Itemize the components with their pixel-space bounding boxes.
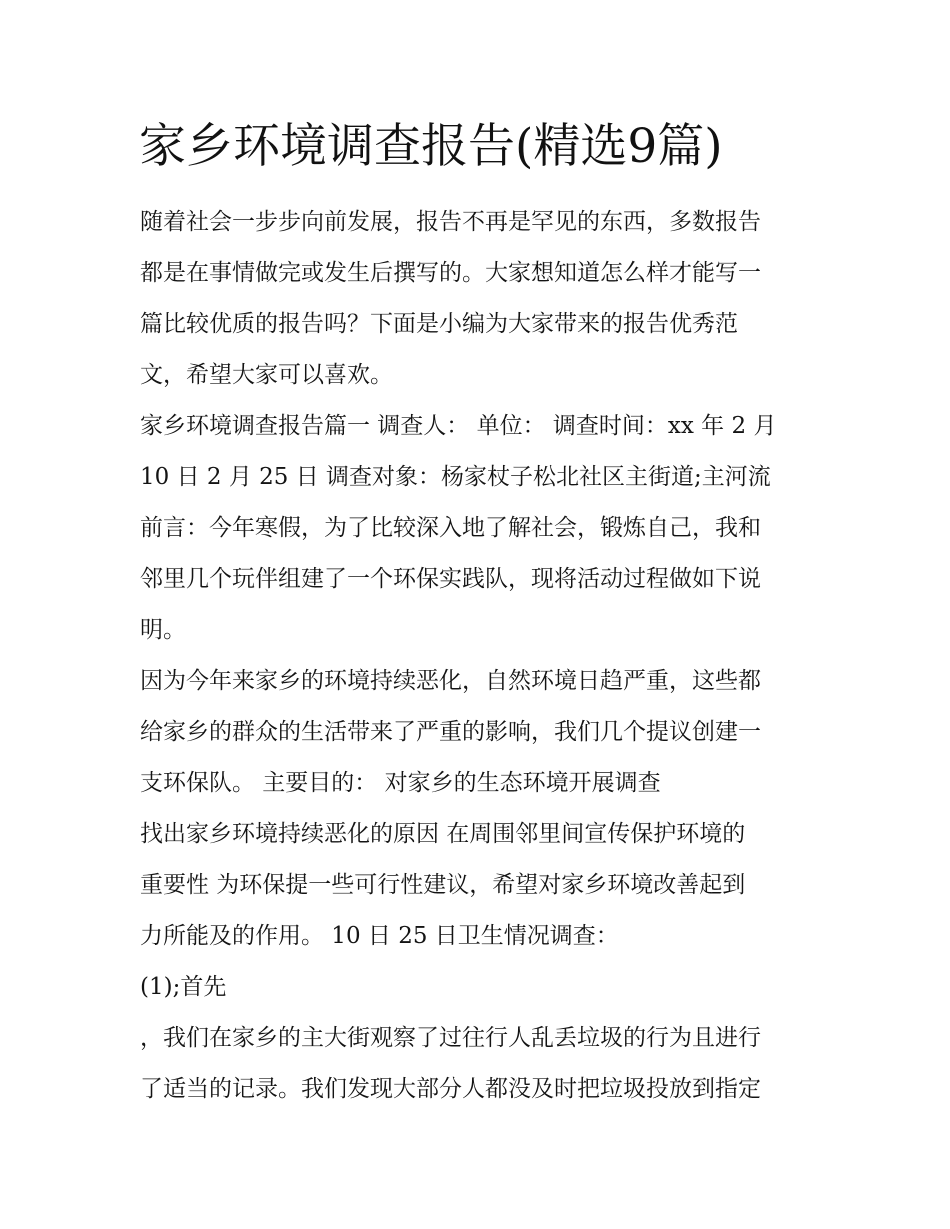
body-line: 给家乡的群众的生活带来了严重的影响，我们几个提议创建一 xyxy=(140,719,761,745)
body-line: 邻里几个玩伴组建了一个环保实践队，现将活动过程做如下说 xyxy=(140,566,761,592)
body-line: 重要性 为环保提一些可行性建议，希望对家乡环境改善起到 xyxy=(140,872,746,898)
body-line: 10 日 2 月 25 日 调查对象：杨家杖子松北社区主街道;主河流 xyxy=(140,464,771,490)
body-line: 都是在事情做完或发生后撰写的。大家想知道怎么样才能写一 xyxy=(140,260,761,286)
body-line: 支环保队。 主要目的： 对家乡的生态环境开展调查 xyxy=(140,770,661,796)
body-line: 文，希望大家可以喜欢。 xyxy=(140,362,393,388)
body-line: 了适当的记录。我们发现大部分人都没及时把垃圾投放到指定 xyxy=(140,1076,761,1102)
body-line: 随着社会一步步向前发展，报告不再是罕见的东西，多数报告 xyxy=(140,209,761,235)
body-line: 家乡环境调查报告篇一 调查人： 单位： 调查时间：xx 年 2 月 xyxy=(140,413,777,439)
body-line: 篇比较优质的报告吗？下面是小编为大家带来的报告优秀范 xyxy=(140,311,738,337)
body-line: 力所能及的作用。 10 日 25 日卫生情况调查： xyxy=(140,923,619,949)
body-line: ，我们在家乡的主大街观察了过往行人乱丢垃圾的行为且进行 xyxy=(140,1025,761,1051)
body-line: 因为今年来家乡的环境持续恶化，自然环境日趋严重，这些都 xyxy=(140,668,761,694)
body-line: 找出家乡环境持续恶化的原因 在周围邻里间宣传保护环境的 xyxy=(140,821,746,847)
body-line: 明。 xyxy=(140,617,186,643)
body-line: 前言：今年寒假，为了比较深入地了解社会，锻炼自己，我和 xyxy=(140,515,761,541)
document-title: 家乡环境调查报告(精选9篇) xyxy=(139,119,723,174)
body-line: (1);首先 xyxy=(140,974,227,1000)
